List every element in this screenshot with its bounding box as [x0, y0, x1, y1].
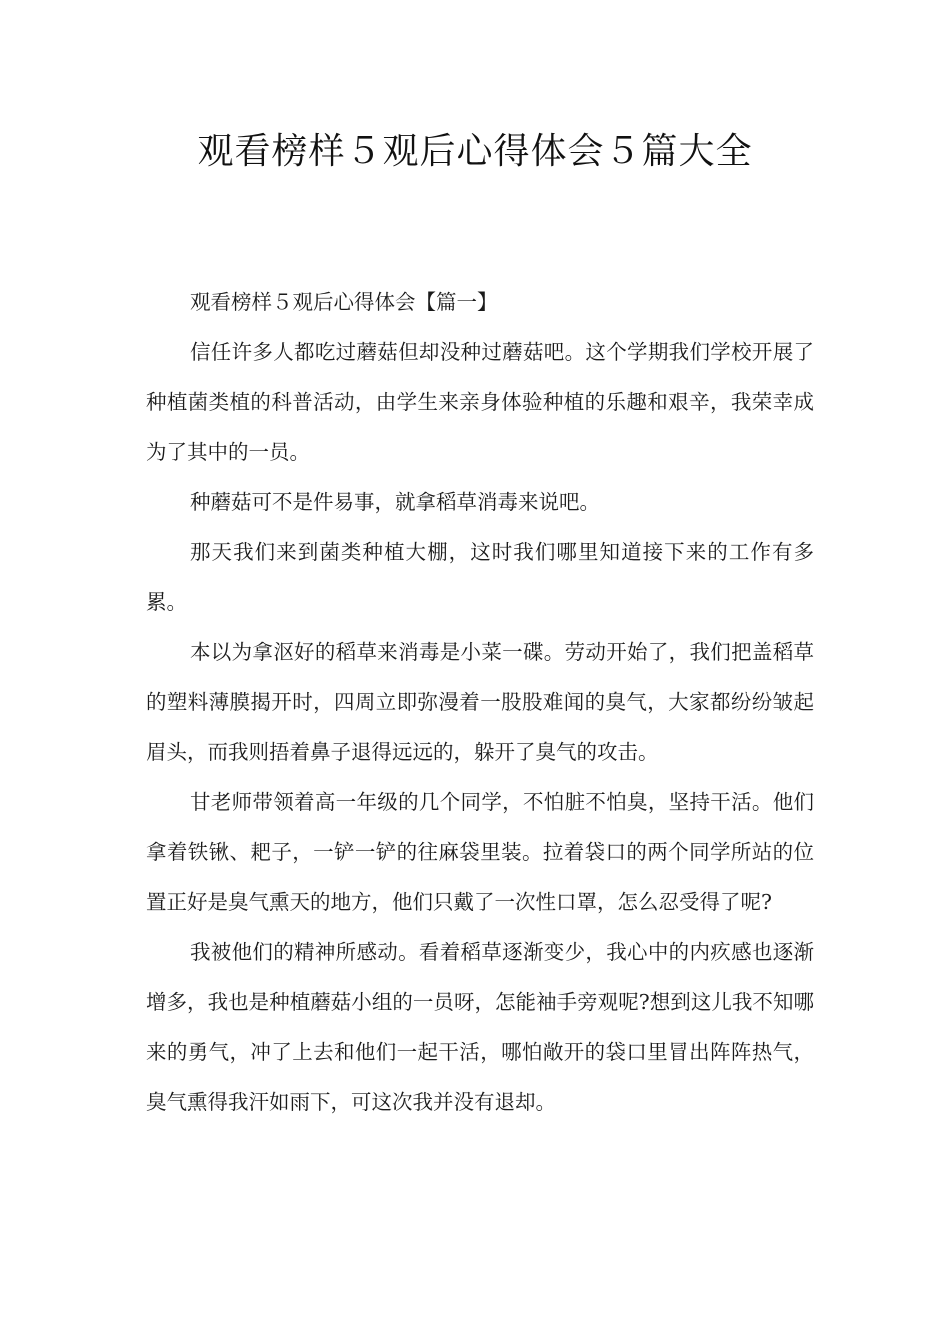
paragraph: 我被他们的精神所感动。看着稻草逐渐变少，我心中的内疚感也逐渐增多，我也是种植蘑菇小组的一员呀，怎能袖手旁观呢?想到这儿我不知哪来的勇气，冲了上去和他们一起干活，哪怕敞开的袋口里冒出阵阵热气，臭气熏得我汗如雨下，可这次我并没有退却。	[146, 940, 814, 1114]
paragraph: 那天我们来到菌类种植大棚，这时我们哪里知道接下来的工作有多累。	[146, 540, 814, 614]
paragraph: 本以为拿沤好的稻草来消毒是小菜一碟。劳动开始了，我们把盖稻草的塑料薄膜揭开时，四周立即弥漫着一股股难闻的臭气，大家都纷纷皱起眉头，而我则捂着鼻子退得远远的，躲开了臭气的攻击。	[146, 640, 814, 764]
document-title: 观看榜样５观后心得体会５篇大全	[197, 131, 753, 172]
paragraph: 甘老师带领着高一年级的几个同学，不怕脏不怕臭，坚持干活。他们拿着铁锹、耙子，一铲一铲的往麻袋里装。拉着袋口的两个同学所站的位置正好是臭气熏天的地方，他们只戴了一次性口罩，怎么忍受得了呢?	[146, 790, 814, 914]
paragraph: 种蘑菇可不是件易事，就拿稻草消毒来说吧。	[190, 490, 600, 514]
paragraph: 信任许多人都吃过蘑菇但却没种过蘑菇吧。这个学期我们学校开展了种植菌类植的科普活动，由学生来亲身体验种植的乐趣和艰辛，我荣幸成为了其中的一员。	[146, 340, 814, 464]
section-heading: 观看榜样５观后心得体会【篇一】	[190, 290, 498, 314]
document-body	[146, 277, 814, 1127]
